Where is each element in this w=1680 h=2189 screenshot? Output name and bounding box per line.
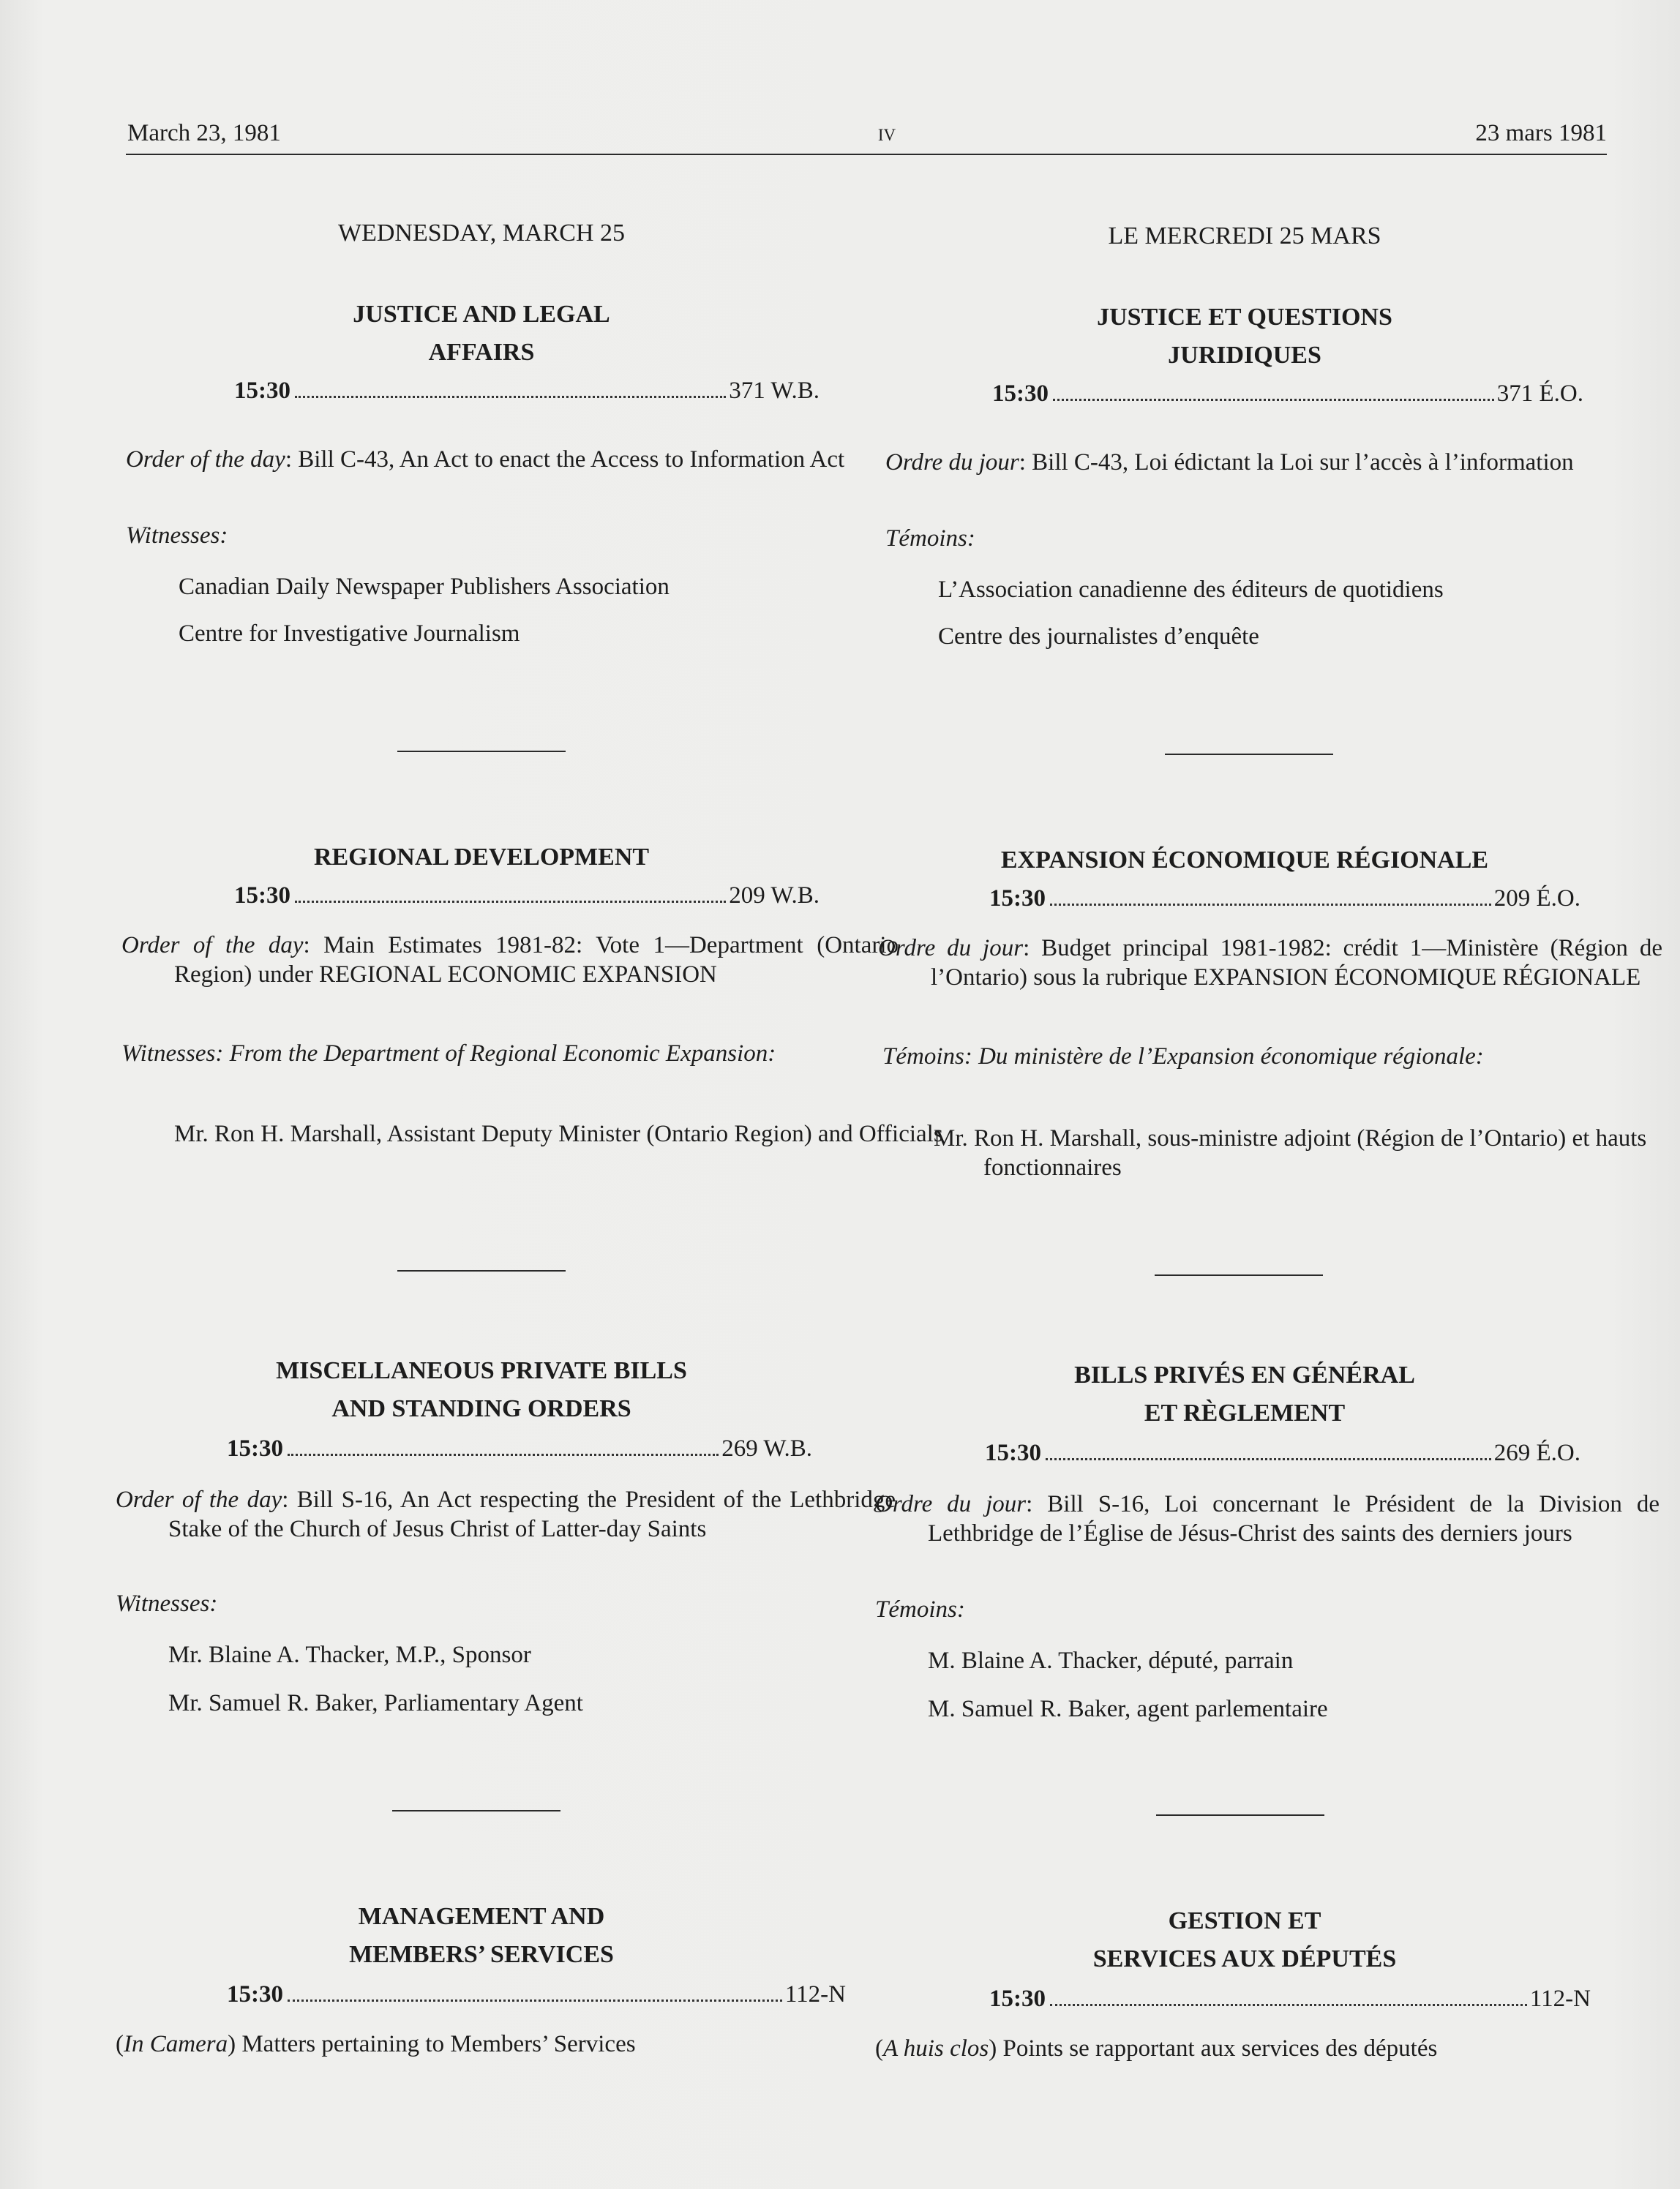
meeting-room: 209 É.O.: [1493, 885, 1580, 912]
witness: Centre for Investigative Journalism: [179, 620, 520, 647]
leader-dots: [1050, 2004, 1527, 2006]
committee-title: EXPANSION ÉCONOMIQUE RÉGIONALE: [1000, 846, 1489, 874]
section-divider: [392, 1810, 560, 1811]
order-label: Order of the day: [116, 1487, 282, 1513]
order-of-the-day: [121, 931, 899, 989]
meeting-room: 371 É.O.: [1496, 380, 1583, 407]
meeting-room: 269 W.B.: [721, 1435, 812, 1462]
section-divider: [1156, 1814, 1324, 1816]
witnesses-department: : Du ministère de l’Expansion économique régionale:: [964, 1043, 1484, 1070]
meeting-room: 209 W.B.: [729, 882, 820, 909]
day-heading: LE MERCREDI 25 MARS: [1108, 222, 1381, 249]
committee-title-line1: MANAGEMENT AND: [358, 1903, 605, 1930]
committee-title: [875, 1356, 1614, 1433]
order-label: Ordre du jour: [875, 1491, 1027, 1517]
witnesses-from: [121, 1039, 899, 1068]
leader-dots: [295, 396, 726, 398]
meeting-time-room: [989, 1986, 1591, 2013]
section-divider: [1165, 754, 1333, 755]
meeting-time-room: [985, 1440, 1580, 1467]
meeting-time-room: [989, 885, 1580, 912]
meeting-time: 15:30: [227, 1435, 283, 1462]
witnesses-label: Witnesses:: [126, 522, 228, 549]
meeting-time: 15:30: [985, 1440, 1041, 1466]
leader-dots: [1046, 1458, 1491, 1460]
order-label: Order of the day: [121, 932, 304, 958]
page-number: iv: [877, 120, 896, 146]
witness: Canadian Daily Newspaper Publishers Association: [179, 574, 670, 600]
committee-title-line1: MISCELLANEOUS PRIVATE BILLS: [276, 1357, 687, 1384]
leader-dots: [295, 901, 726, 903]
meeting-room: 112-N: [784, 1981, 846, 2008]
page-header: [126, 117, 1607, 155]
meeting-time: 15:30: [234, 882, 290, 909]
meeting-time: 15:30: [234, 378, 290, 404]
leader-dots: [1053, 399, 1494, 401]
witness: Mr. Ron H. Marshall, Assistant Deputy Minister (Ontario Region) and Officials: [174, 1121, 943, 1147]
meeting-time: 15:30: [227, 1981, 283, 2008]
witness: Mr. Blaine A. Thacker, M.P., Sponsor: [168, 1642, 531, 1668]
day-heading: WEDNESDAY, MARCH 25: [338, 219, 625, 247]
committee-title-line1: BILLS PRIVÉS EN GÉNÉRAL: [1074, 1362, 1415, 1389]
witnesses-label: Witnesses:: [116, 1591, 218, 1617]
committee-title-line2: ET RÈGLEMENT: [1144, 1400, 1346, 1427]
order-label: Ordre du jour: [878, 935, 1024, 961]
witness: Mr. Samuel R. Baker, Parliamentary Agent: [168, 1690, 583, 1716]
in-camera-text: Points se rapportant aux services des députés: [997, 2035, 1438, 2062]
order-label: Ordre du jour: [885, 449, 1019, 476]
order-text: : Budget principal 1981-1982: crédit 1—Ministère (Région de l’Ontario) sous la rubrique EXPANSION ÉCONOMIQUE RÉGIONALE: [931, 935, 1662, 991]
witness: L’Association canadienne des éditeurs de quotidiens: [938, 577, 1444, 603]
committee-title: [116, 1352, 847, 1428]
committee-title-line2: SERVICES AUX DÉPUTÉS: [1092, 1945, 1397, 1972]
order-text: : Bill S-16, Loi concernant le Président de la Division de Lethbridge de l’Église de Jésus-Christ des saints des derniers jours: [928, 1491, 1660, 1547]
header-date-en: March 23, 1981: [127, 120, 281, 146]
leader-dots: [1050, 904, 1491, 906]
in-camera-label: A huis clos: [883, 2035, 989, 2062]
meeting-room: 112-N: [1529, 1986, 1591, 2012]
meeting-room: 269 É.O.: [1493, 1440, 1580, 1466]
meeting-room: 371 W.B.: [729, 378, 820, 404]
witness: M. Samuel R. Baker, agent parlementaire: [928, 1696, 1328, 1722]
witnesses-department: : From the Department of Regional Economic Expansion:: [215, 1040, 776, 1067]
witnesses-label: Témoins:: [885, 525, 975, 552]
order-of-the-day: [126, 445, 901, 474]
committee-title: [875, 298, 1614, 375]
in-camera-note: (A huis clos) Points se rapportant aux services des députés: [875, 2035, 1438, 2062]
order-of-the-day: [116, 1485, 896, 1544]
witness: Centre des journalistes d’enquête: [938, 623, 1259, 650]
committee-title: REGIONAL DEVELOPMENT: [313, 844, 650, 871]
section-divider: [1155, 1274, 1323, 1276]
witness: M. Blaine A. Thacker, député, parrain: [928, 1648, 1294, 1674]
committee-title: [116, 1898, 847, 1974]
order-text: : Bill S-16, An Act respecting the President of the Lethbridge Stake of the Church of Jesus Christ of Latter-day Saints: [168, 1487, 896, 1542]
order-of-the-day: [878, 934, 1662, 992]
meeting-time-room: [992, 380, 1583, 408]
committee-title-line1: JUSTICE AND LEGAL: [353, 301, 610, 328]
committee-title: [875, 1902, 1614, 1978]
order-text: : Bill C-43, An Act to enact the Access to Information Act: [285, 446, 845, 473]
header-date-fr: 23 mars 1981: [1475, 120, 1607, 146]
meeting-time: 15:30: [989, 1986, 1046, 2012]
committee-title: [116, 296, 847, 372]
committee-title-line2: JURIDIQUES: [1168, 342, 1321, 369]
committee-title-line1: JUSTICE ET QUESTIONS: [1097, 304, 1392, 331]
committee-title-line2: MEMBERS’ SERVICES: [349, 1941, 614, 1968]
witnesses-label: Témoins:: [875, 1596, 965, 1623]
committee-title-line1: GESTION ET: [1168, 1907, 1321, 1934]
order-of-the-day: [885, 448, 1665, 477]
committee-title-line2: AFFAIRS: [428, 339, 535, 366]
section-divider: [397, 751, 566, 752]
leader-dots: [288, 2000, 782, 2002]
witnesses-label: Witnesses: [121, 1040, 216, 1067]
meeting-time: 15:30: [992, 380, 1049, 407]
witnesses-from: [882, 1042, 1614, 1071]
meeting-time: 15:30: [989, 885, 1046, 912]
committee-title-line2: AND STANDING ORDERS: [331, 1395, 631, 1422]
meeting-time-room: [234, 882, 820, 909]
section-divider: [397, 1270, 566, 1272]
witnesses-label: Témoins: [882, 1043, 964, 1070]
order-text: : Bill C-43, Loi édictant la Loi sur l’accès à l’information: [1019, 449, 1574, 476]
meeting-time-room: [227, 1435, 812, 1463]
in-camera-text: Matters pertaining to Members’ Services: [236, 2031, 636, 2057]
meeting-time-room: [234, 378, 820, 405]
leader-dots: [288, 1454, 719, 1456]
witness: Mr. Ron H. Marshall, sous-ministre adjoint (Région de l’Ontario) et hauts fonctionnaires: [934, 1125, 1647, 1181]
order-of-the-day: [875, 1490, 1660, 1548]
order-label: Order of the day: [126, 446, 285, 473]
meeting-time-room: [227, 1981, 846, 2008]
order-text: : Main Estimates 1981-82: Vote 1—Department (Ontario Region) under REGIONAL ECONOMIC EXPANSION: [174, 932, 899, 988]
in-camera-label: In Camera: [124, 2031, 228, 2057]
in-camera-note: (In Camera) Matters pertaining to Members’ Services: [116, 2031, 636, 2057]
